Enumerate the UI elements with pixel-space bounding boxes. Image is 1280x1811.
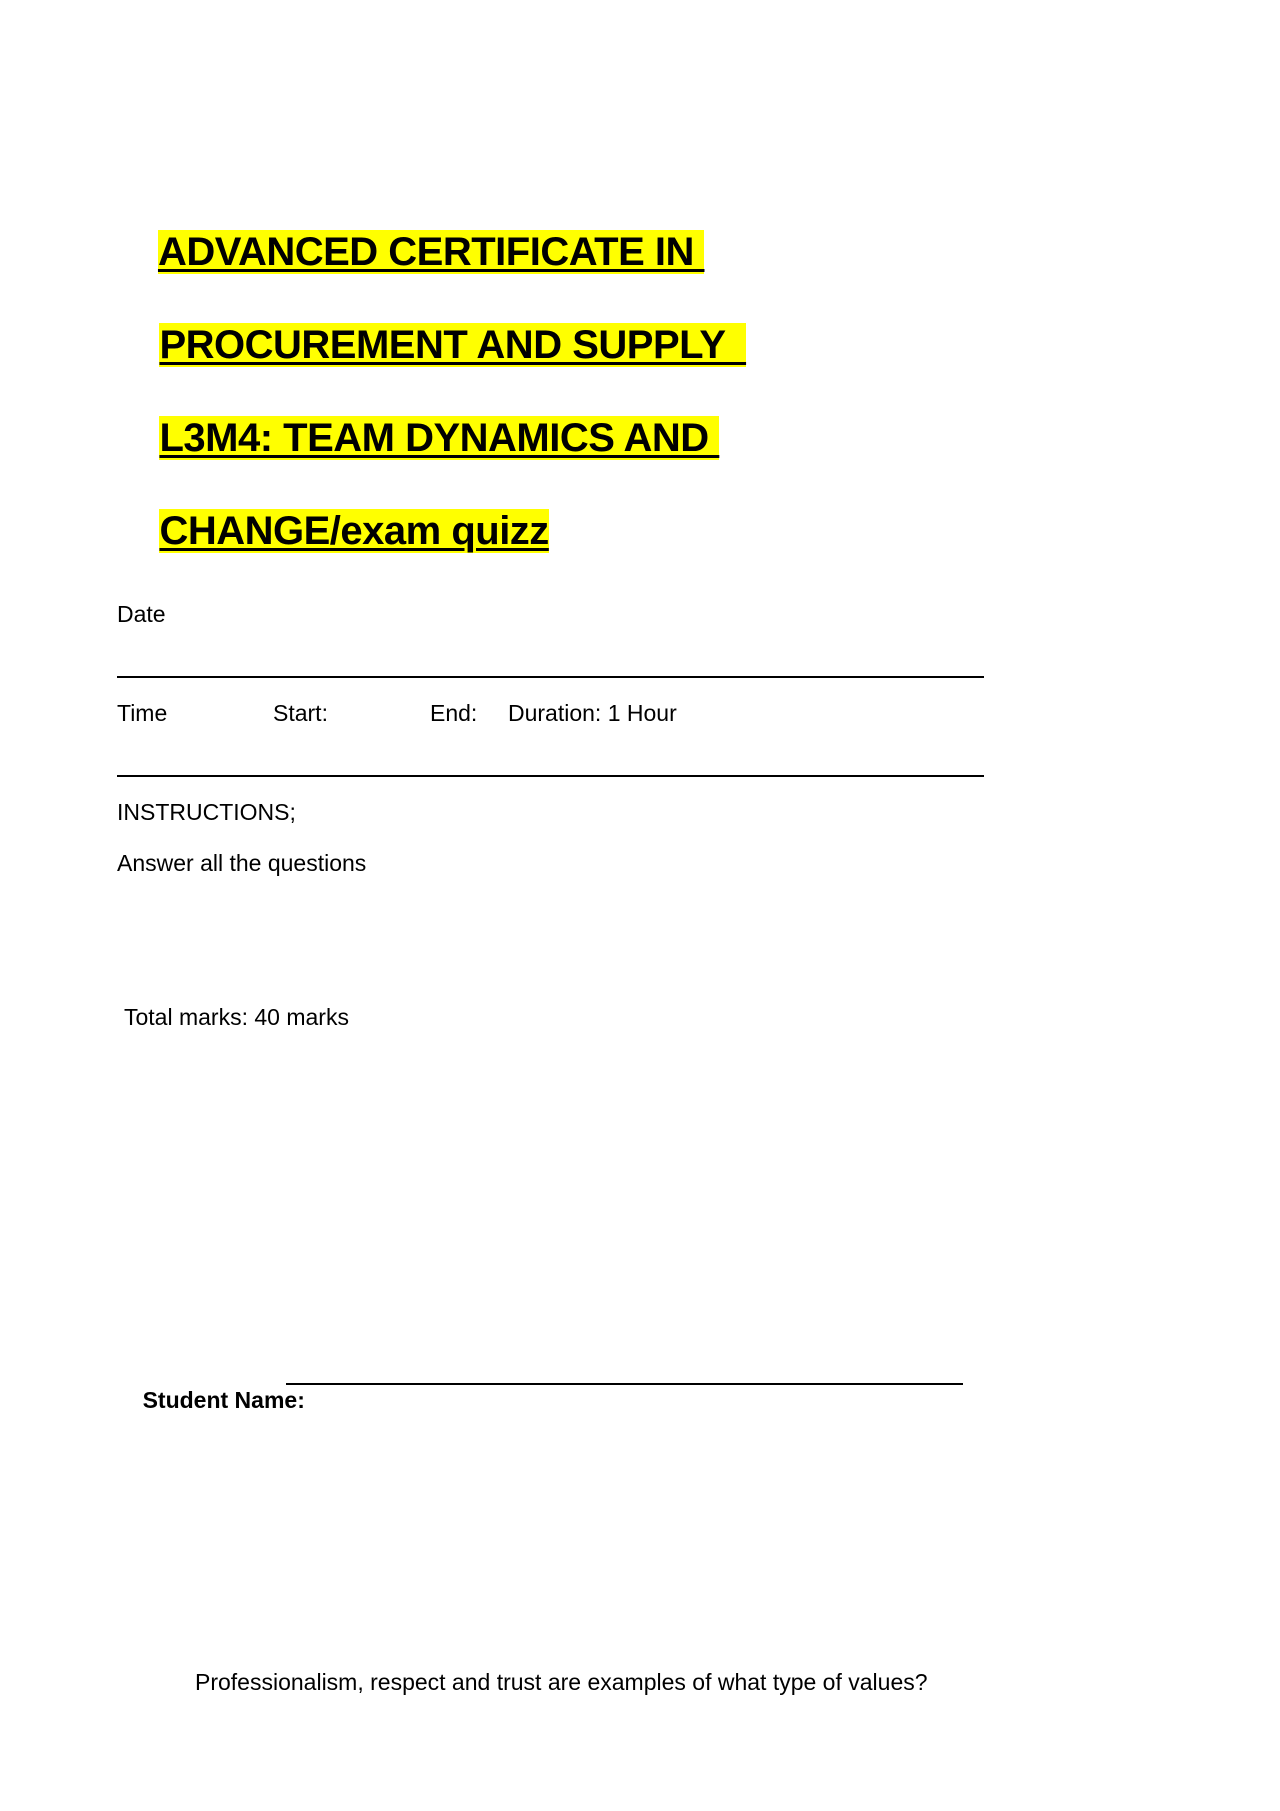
total-marks: Total marks: 40 marks (124, 1004, 349, 1030)
end-label: End: (430, 700, 478, 726)
time-label: Time (117, 700, 168, 726)
title-line-2-text: PROCUREMENT AND SUPPLY (159, 323, 747, 367)
instructions-text: Answer all the questions (117, 850, 367, 876)
title-line-4-text: CHANGE/exam quizz (159, 509, 549, 553)
question-text: Professionalism, respect and trust are examples of what type of values? (195, 1669, 928, 1695)
date-rule (117, 676, 984, 678)
time-rule (117, 775, 984, 777)
title-line-1-text: ADVANCED CERTIFICATE IN (157, 230, 705, 274)
instructions-heading: INSTRUCTIONS; (117, 799, 296, 825)
start-label: Start: (273, 700, 328, 726)
duration-label: Duration: 1 Hour (508, 700, 677, 726)
title-line-3-text: L3M4: TEAM DYNAMICS AND (159, 416, 720, 460)
student-name-line (286, 1383, 963, 1385)
title-line-4 (117, 456, 549, 606)
student-name-label: Student Name: (142, 1387, 305, 1413)
student-name-row (117, 1358, 305, 1442)
date-label: Date (117, 601, 166, 627)
